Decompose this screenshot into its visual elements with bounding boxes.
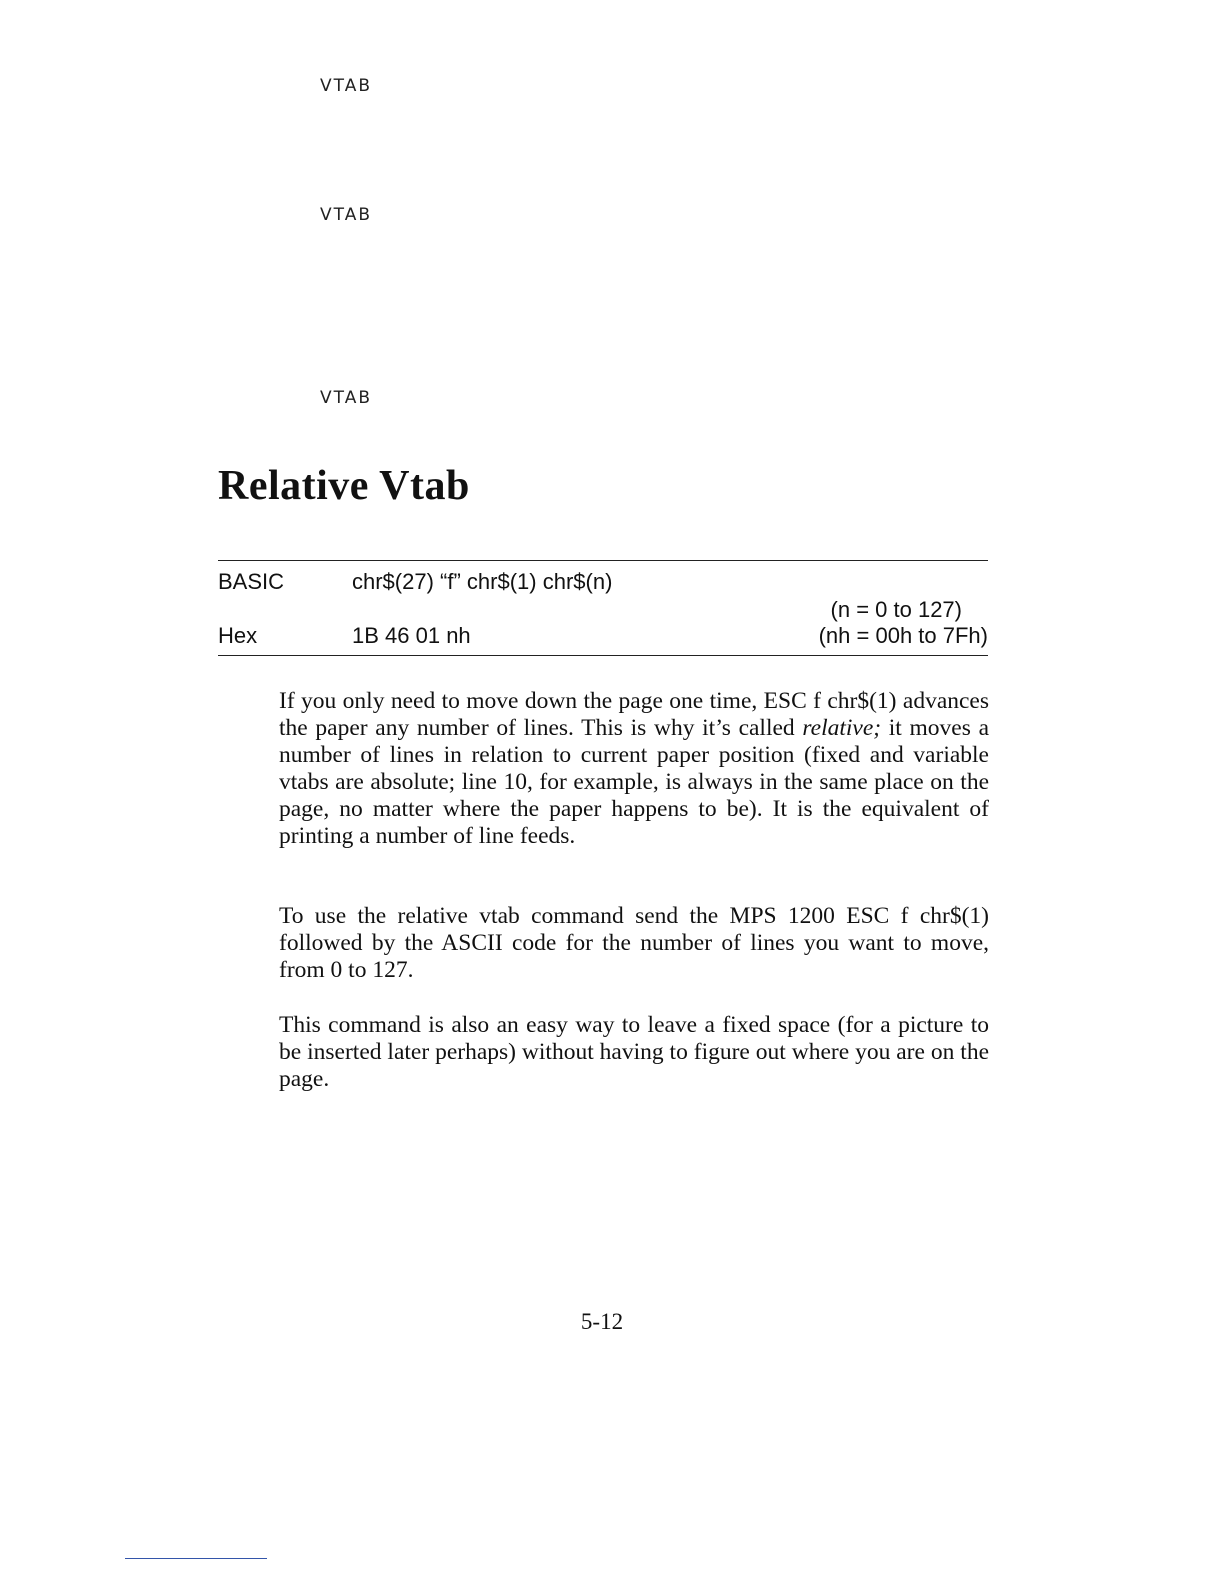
basic-label: BASIC bbox=[218, 569, 285, 594]
emphasis-relative: relative; bbox=[802, 715, 882, 741]
hex-value: 1B 46 01 nh bbox=[352, 623, 471, 648]
paragraph-usage: To use the relative vtab command send the MPS 1200 ESC f chr$(1) followed by the ASCII code for the number of lines you want to move, from 0 to 127. bbox=[279, 903, 989, 983]
vtab-sample-1: VTAB bbox=[320, 76, 372, 96]
section-title: Relative Vtab bbox=[218, 463, 470, 509]
paragraph-1-end: it moves a number of lines in relation to current paper position (fixed and variable vtabs are absolute; line 10, for example, is always in the same place on the page, no matter where the paper happens to be). It is the equivalent of printing a number of line feeds. bbox=[279, 715, 990, 849]
footer-rule bbox=[125, 1558, 267, 1559]
paragraph-1-start: If you only need to move down the page one time, ESC f chr$(1) advances the paper any number of lines. This is why it’s called bbox=[279, 688, 989, 741]
paragraph-relative-intro bbox=[279, 688, 989, 850]
nh-range: (nh = 00h to 7Fh) bbox=[818, 623, 988, 648]
hex-label: Hex bbox=[218, 623, 258, 648]
vtab-sample-3: VTAB bbox=[320, 388, 372, 408]
vtab-sample-2: VTAB bbox=[320, 205, 372, 225]
page-number: 5-12 bbox=[580, 1309, 624, 1334]
n-range: (n = 0 to 127) bbox=[830, 597, 962, 622]
paragraph-tip: This command is also an easy way to leave a fixed space (for a picture to be inserted later perhaps) without having to figure out where you are on the page. bbox=[279, 1012, 989, 1092]
command-table bbox=[218, 560, 988, 656]
basic-value: chr$(27) “f” chr$(1) chr$(n) bbox=[352, 569, 613, 594]
